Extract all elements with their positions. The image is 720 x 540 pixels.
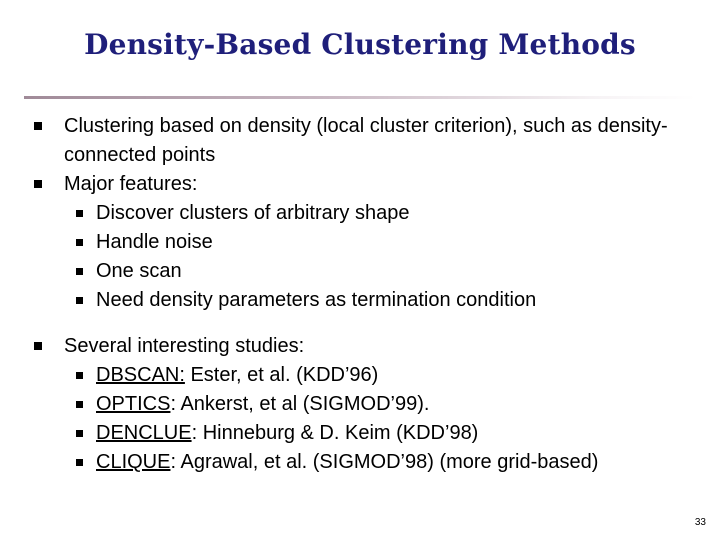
sub-bullet-text: One scan bbox=[96, 260, 182, 282]
square-bullet-icon bbox=[34, 180, 42, 188]
bullet-item bbox=[34, 332, 694, 477]
bullet-item bbox=[34, 112, 694, 170]
study-link-clique[interactable]: CLIQUE bbox=[96, 451, 171, 473]
study-item-clique bbox=[64, 448, 694, 477]
study-detail: Ester, et al. (KDD’96) bbox=[184, 364, 379, 386]
square-bullet-icon bbox=[76, 297, 83, 304]
study-link-optics[interactable]: OPTICS bbox=[96, 393, 171, 415]
square-bullet-icon bbox=[76, 268, 83, 275]
slide-content bbox=[34, 112, 694, 477]
square-bullet-icon bbox=[76, 401, 83, 408]
square-bullet-icon bbox=[34, 342, 42, 350]
sub-bullet-item bbox=[64, 257, 694, 286]
bullet-text: Several interesting studies: bbox=[64, 335, 305, 357]
study-detail: : Agrawal, et al. (SIGMOD’98) (more grid-based) bbox=[170, 451, 599, 473]
study-item-optics bbox=[64, 390, 694, 419]
bullet-text: Clustering based on density (local cluster criterion), such as density-connected points bbox=[64, 115, 668, 166]
sub-bullet-text: Discover clusters of arbitrary shape bbox=[96, 202, 410, 224]
study-detail: : Hinneburg & D. Keim (KDD’98) bbox=[191, 422, 479, 444]
study-item-dbscan bbox=[64, 361, 694, 390]
bullet-item bbox=[34, 170, 694, 315]
square-bullet-icon bbox=[76, 430, 83, 437]
study-item-denclue bbox=[64, 419, 694, 448]
study-link-denclue[interactable]: DENCLUE bbox=[96, 422, 192, 444]
study-link-dbscan[interactable]: DBSCAN: bbox=[96, 364, 185, 386]
sub-bullet-text: Need density parameters as termination condition bbox=[96, 289, 537, 311]
study-detail: : Ankerst, et al (SIGMOD’99). bbox=[170, 393, 430, 415]
title-divider bbox=[24, 96, 696, 99]
square-bullet-icon bbox=[34, 122, 42, 130]
page-number: 33 bbox=[694, 517, 706, 528]
bullet-text: Major features: bbox=[64, 173, 198, 195]
square-bullet-icon bbox=[76, 239, 83, 246]
square-bullet-icon bbox=[76, 372, 83, 379]
sub-bullet-item bbox=[64, 228, 694, 257]
sub-bullet-text: Handle noise bbox=[96, 231, 213, 253]
sub-bullet-item bbox=[64, 286, 694, 315]
square-bullet-icon bbox=[76, 210, 83, 217]
square-bullet-icon bbox=[76, 459, 83, 466]
slide-title: Density-Based Clustering Methods bbox=[84, 28, 636, 61]
sub-bullet-item bbox=[64, 199, 694, 228]
